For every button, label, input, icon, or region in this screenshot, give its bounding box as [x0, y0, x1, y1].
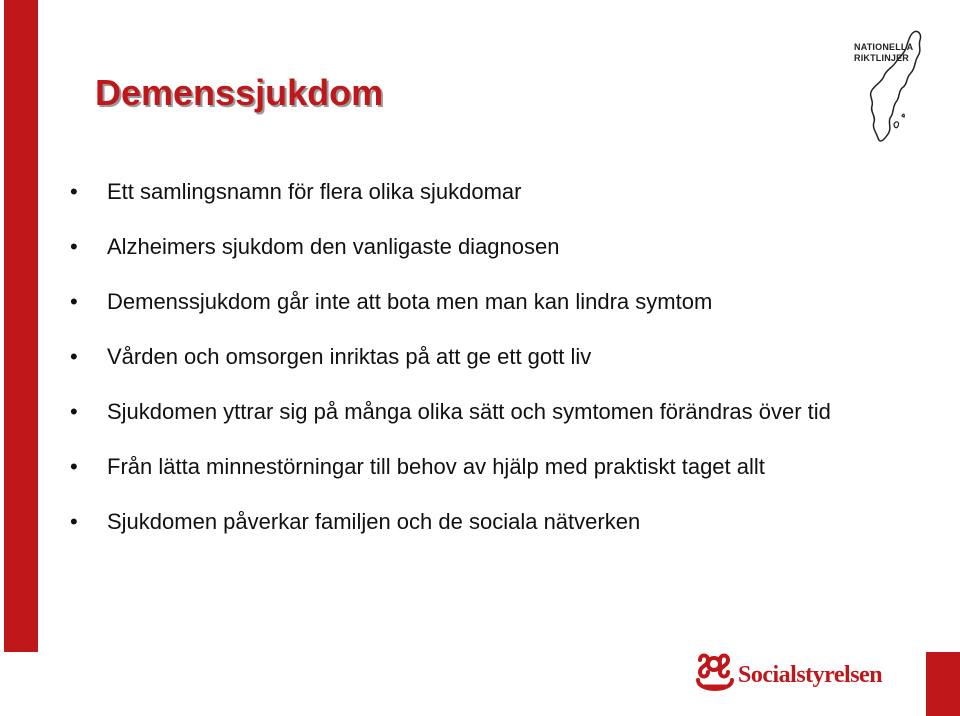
bullet-item — [70, 333, 900, 381]
logo-text-line: RIKTLINJER — [854, 53, 910, 63]
bullet-text: Sjukdomen yttrar sig på många olika sätt och symtomen förändras över tid — [107, 399, 831, 424]
bullet-text: Alzheimers sjukdom den vanligaste diagnosen — [107, 234, 560, 259]
bullet-text: Sjukdomen påverkar familjen och de sociala nätverken — [107, 509, 641, 534]
bullet-item — [70, 443, 900, 491]
bullet-text: Vården och omsorgen inriktas på att ge ett gott liv — [107, 344, 592, 369]
bullet-item — [70, 498, 900, 546]
bullet-dot-icon: • — [70, 399, 78, 424]
bullet-dot-icon: • — [70, 509, 78, 534]
left-accent-bar — [4, 0, 38, 652]
bullet-text: Från lätta minnestörningar till behov av hjälp med praktiskt taget allt — [107, 454, 765, 479]
bullet-list — [70, 168, 900, 553]
bullet-item — [70, 278, 900, 326]
slide-title: Demenssjukdom — [95, 72, 384, 113]
bullet-text: Demenssjukdom går inte att bota men man kan lindra symtom — [107, 289, 713, 314]
bullet-text: Ett samlingsnamn för flera olika sjukdomar — [107, 179, 522, 204]
bottom-right-accent-bar — [926, 652, 960, 716]
logo-text-line: NATIONELLA — [854, 42, 914, 52]
bullet-item — [70, 168, 900, 216]
nationella-riktlinjer-logo — [848, 28, 932, 152]
bullet-dot-icon: • — [70, 234, 78, 259]
socialstyrelsen-wordmark: Socialstyrelsen — [738, 662, 883, 688]
socialstyrelsen-emblem-icon — [694, 652, 736, 696]
bullet-dot-icon: • — [70, 344, 78, 369]
bullet-dot-icon: • — [70, 454, 78, 479]
bullet-item — [70, 223, 900, 271]
bullet-item — [70, 388, 900, 436]
socialstyrelsen-logo — [694, 652, 884, 696]
bullet-dot-icon: • — [70, 289, 78, 314]
bullet-dot-icon: • — [70, 179, 78, 204]
nationella-riktlinjer-wordmark — [854, 42, 913, 64]
